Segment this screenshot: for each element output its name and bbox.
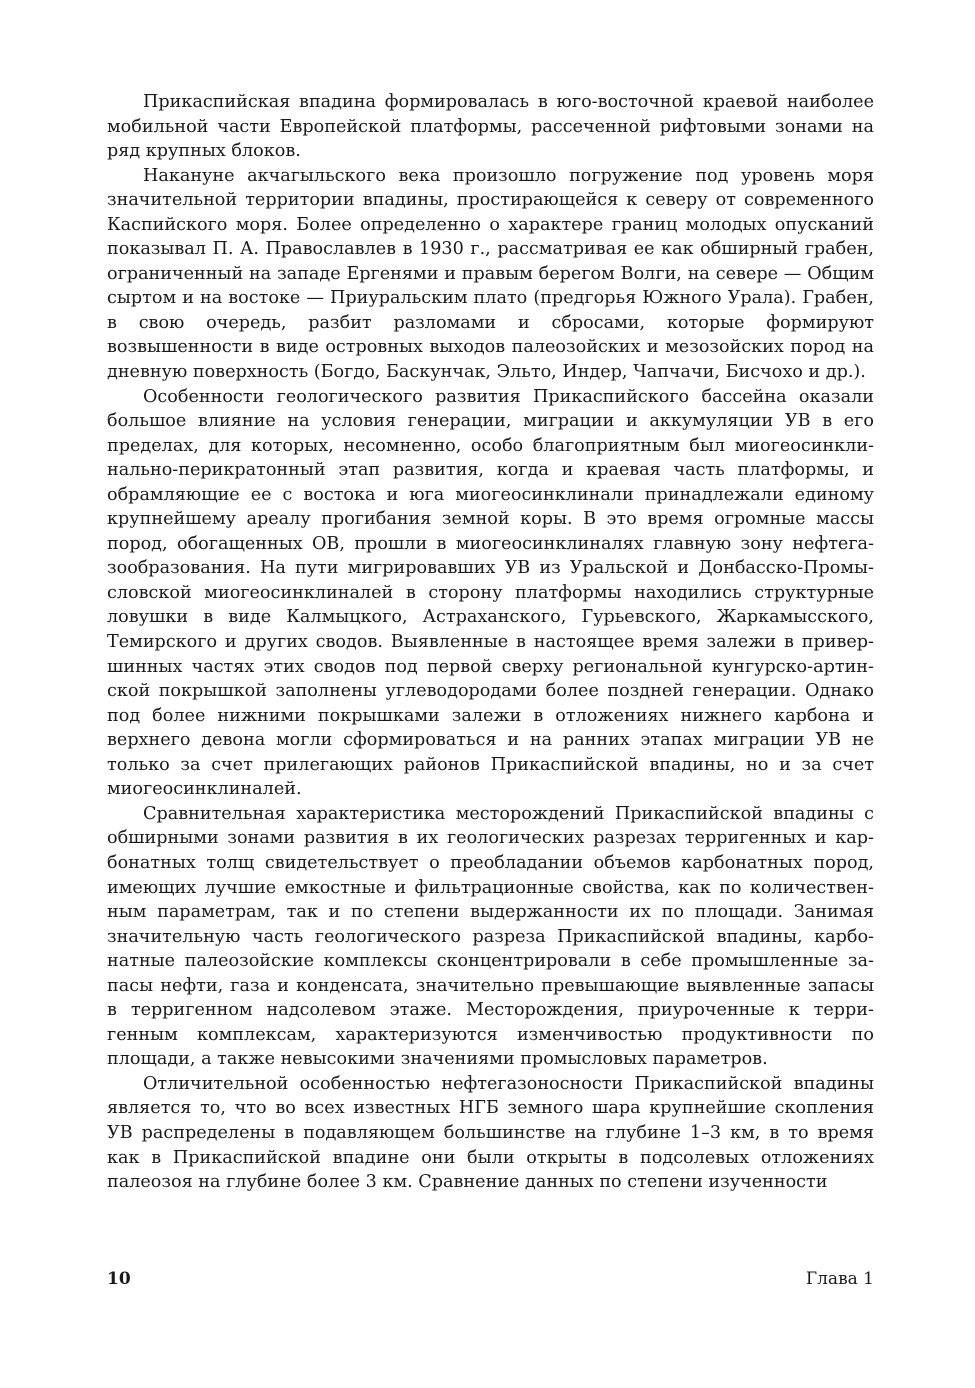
paragraph-1: Прикаспийская впадина формировалась в юго-восточной краевой наиболее мобильной части Европейской платформы, рассеченной рифтовыми зонами на ряд крупных блоков.: [107, 92, 874, 162]
paragraph-2: Накануне акчагыльского века произошло погружение под уровень моря значительной территории впадины, простирающейся к северу от современного Каспийского моря. Более определенно о характере границ молодых опусканий показывал П. А. Православлев в 1930 г., рассматривая ее как обширный грабен, ограниченный на западе Ергенями и правым берегом Волги, на севере — Общим сыртом и на востоке — Приуральским плато (предгорья Южного Урала). Грабен, в свою очередь, разбит разломами и сбросами, которые формируют возвышенности в виде островных выходов палеозойских и мезозойских пород на дневную поверхность (Богдо, Баскунчак, Эльто, Индер, Чапчачи, Бисчохо и др.).: [107, 165, 874, 383]
running-footer-chapter: Глава 1: [805, 1269, 874, 1289]
paragraph-5: Отличительной особенностью нефтегазоносности Прикаспийской впадины является то, что во всех известных НГБ земного шара крупнейшие скопления УВ распределены в подавляющем большинстве на глубине 1–3 км, в то время как в Прикаспийской впадине они были открыты в подсолевых отложениях палеозоя на глубине более 3 км. Сравнение данных по степени изученности: [107, 1073, 874, 1193]
paragraph-3: Особенности геологического развития Прикаспийского бассейна оказали большое влияние на условия генерации, миграции и аккумуляции УВ в его пределах, для которых, несомненно, особо благоприятным был миогеосинклинально-перикратонный этап развития, когда и краевая часть платформы, и обрамляющие ее с востока и юга миогеосинклинали принадлежали единому крупнейшему ареалу прогибания земной коры. В это время огромные массы пород, обогащенных ОВ, прошли в миогеосинклиналях главную зону нефтегазообразования. На пути мигрировавших УВ из Уральской и Донбасско-Промысловской миогеосинклиналей в сторону платформы находились структурные ловушки в виде Калмыцкого, Астраханского, Гурьевского, Жаркамысского, Темирского и других сводов. Выявленные в настоящее время залежи в привершинных частях этих сводов под первой сверху региональной кунгурско-артинской покрышкой заполнены углеводородами более поздней генерации. Однако под более нижними покрышками залежи в отложениях нижнего карбона и верхнего девона могли сформироваться и на ранних этапах миграции УВ не только за счет прилегающих районов Прикаспийской впадины, но и за счет миогеосинклиналей.: [107, 386, 874, 800]
page-footer: [107, 1268, 874, 1290]
main-text: [107, 90, 874, 1195]
paragraph-4: Сравнительная характеристика месторождений Прикаспийской впадины с обширными зонами развития в их геологических разрезах терригенных и карбонатных толщ свидетельствует о преобладании объемов карбонатных пород, имеющих лучшие емкостные и фильтрационные свойства, как по количественным параметрам, так и по степени выдержанности их по площади. Занимая значительную часть геологического разреза Прикаспийской впадины, карбонатные палеозойские комплексы сконцентрировали в себе промышленные запасы нефти, газа и конденсата, значительно превышающие выявленные запасы в терригенном надсолевом этаже. Месторождения, приуроченные к терригенным комплексам, характеризуются изменчивостью продуктивности по площади, а также невысокими значениями промысловых параметров.: [107, 803, 874, 1070]
page-number: 10: [107, 1269, 131, 1289]
